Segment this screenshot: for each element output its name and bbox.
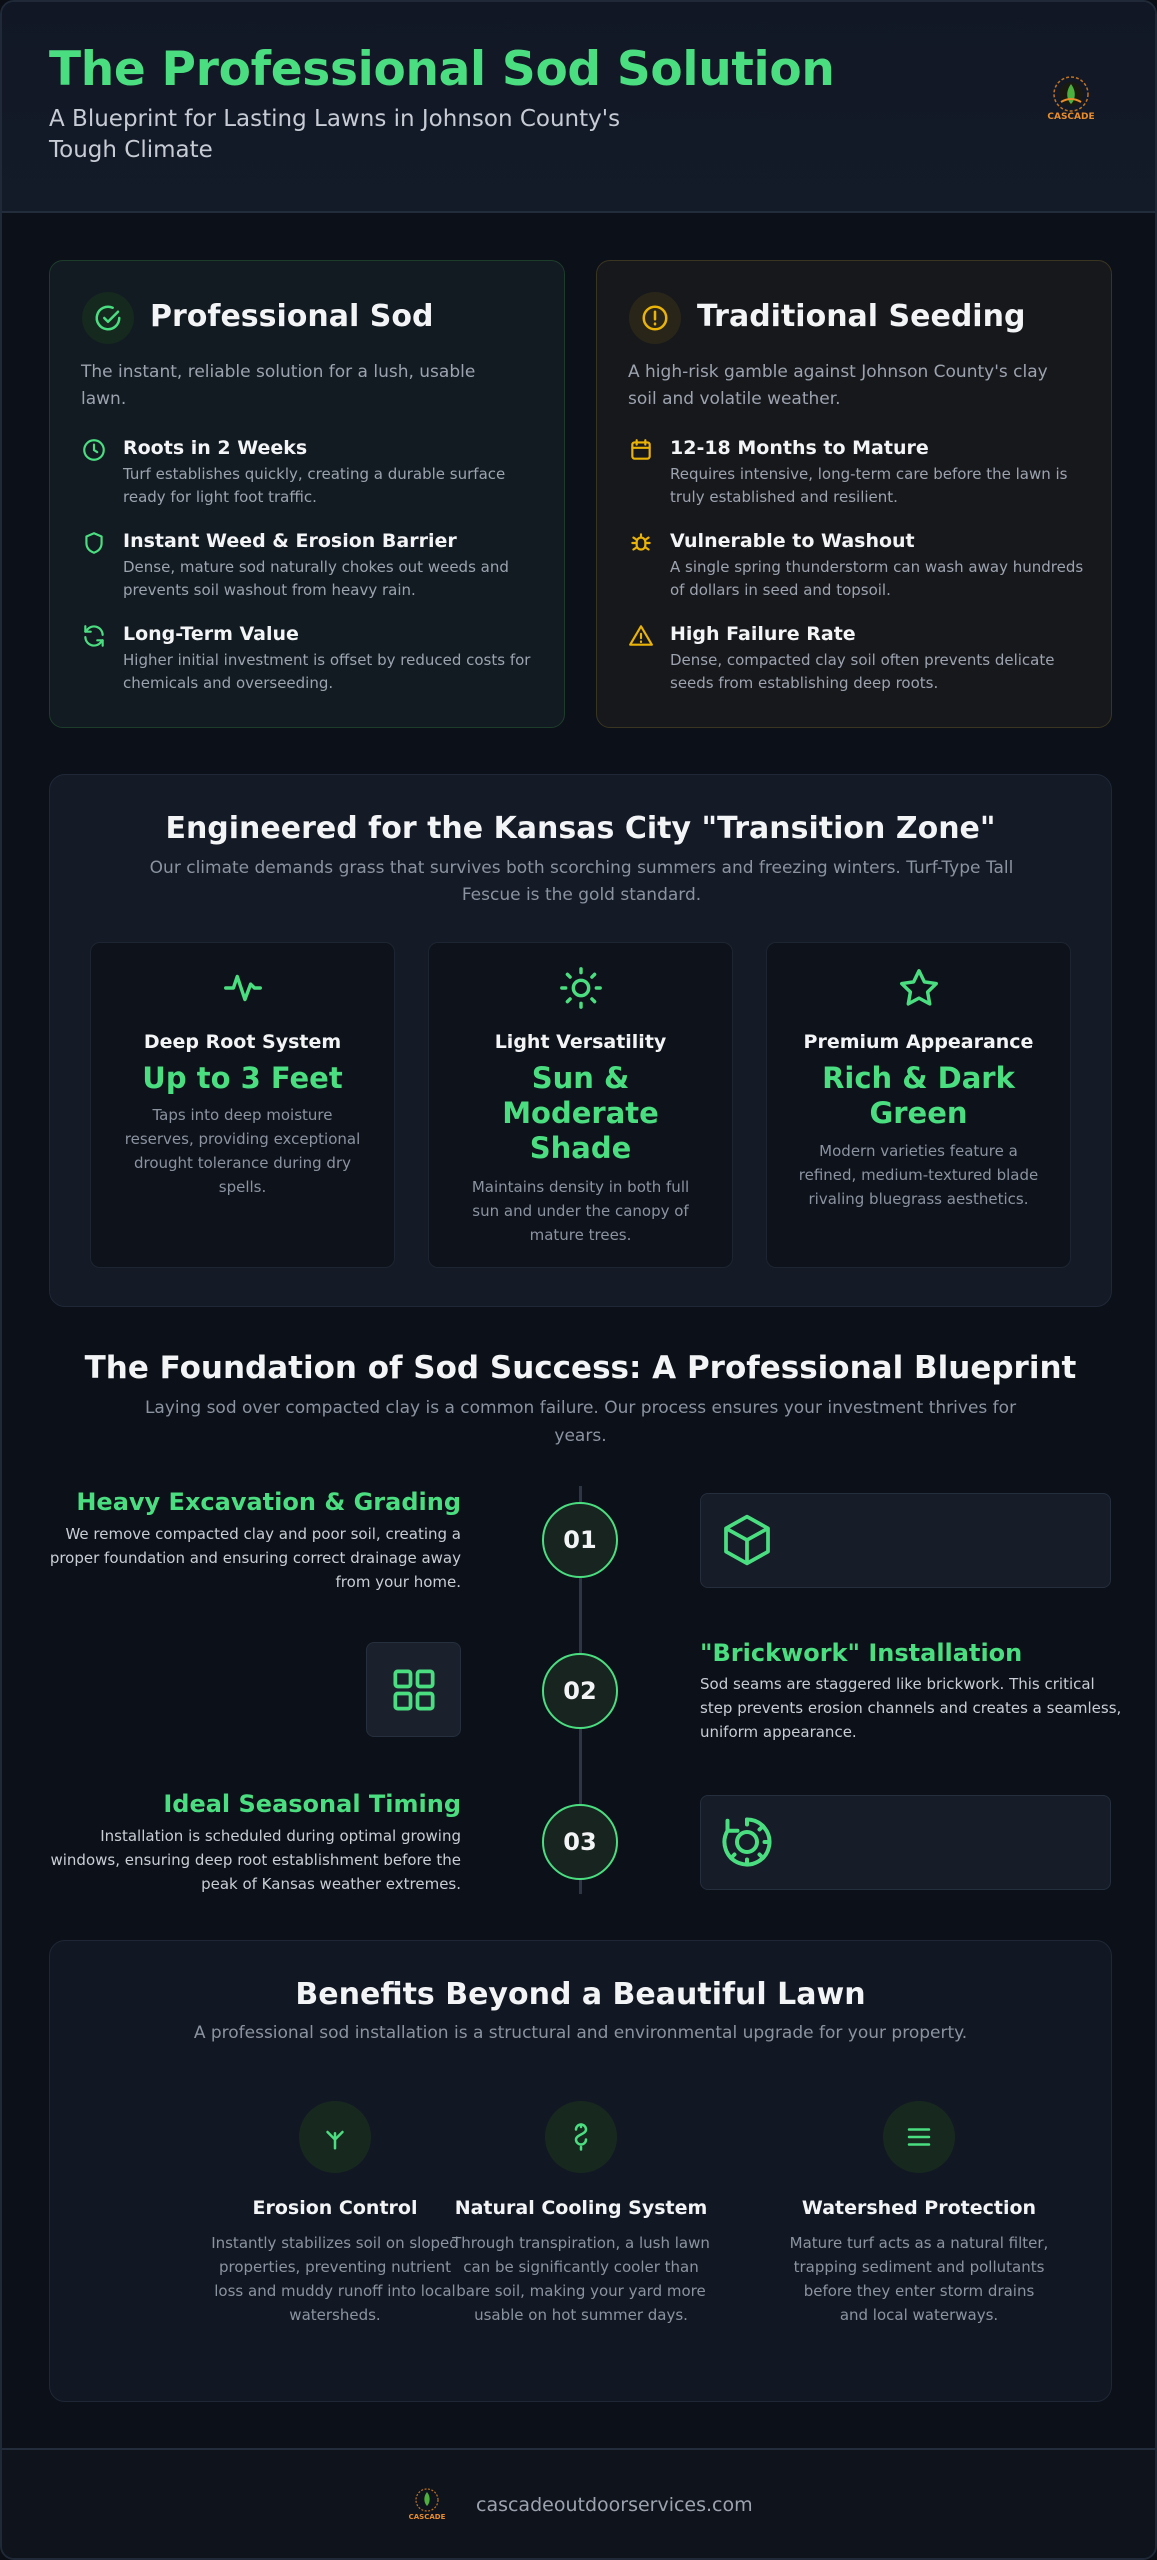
step-description: Sod seams are staggered like brickwork. This critical step prevents erosion channels and creates a seamless, uniform appearance.	[700, 1675, 1122, 1741]
section-subtitle: A professional sod installation is a structural and environmental upgrade for your property.	[193, 2023, 968, 2043]
benefit-description: Mature turf acts as a natural filter, trapping sediment and pollutants before they enter storm drains and local waterways.	[789, 2234, 1049, 2324]
logo-text: CASCADE	[1047, 112, 1095, 122]
traditional-seeding-card	[596, 260, 1112, 728]
refresh-icon	[81, 623, 107, 649]
clock-icon	[81, 437, 107, 463]
footer	[2, 2448, 1155, 2560]
alert-circle-icon	[629, 292, 681, 344]
step-icon-card	[700, 1493, 1111, 1588]
card-value: Rich & Dark Green	[822, 1061, 1015, 1130]
blueprint-subtitle: Laying sod over compacted clay is a common failure. Our process ensures your investment thrives for years.	[144, 1398, 1017, 1446]
feature-description: A single spring thunderstorm can wash away hundreds of dollars in seed and topsoil.	[670, 558, 1084, 599]
step-title: "Brickwork" Installation	[700, 1639, 1023, 1667]
benefit-title: Watershed Protection	[801, 2197, 1037, 2219]
card-title: Professional Sod	[150, 299, 434, 334]
benefit-title: Natural Cooling System	[454, 2197, 708, 2219]
blueprint-title: The Foundation of Sod Success: A Professional Blueprint	[84, 1350, 1077, 1386]
card-description: Taps into deep moisture reserves, providing exceptional drought tolerance during dry spells.	[124, 1106, 361, 1196]
card-value: Sun & Moderate Shade	[502, 1061, 659, 1165]
step-number: 02	[542, 1653, 618, 1729]
feature-card-light-versatility	[428, 942, 733, 1268]
step-description: We remove compacted clay and poor soil, creating a proper foundation and ensuring correct drainage away from your home.	[49, 1525, 461, 1591]
cooling-icon	[545, 2101, 617, 2173]
step-icon-card	[700, 1795, 1111, 1890]
menu-lines-icon	[883, 2101, 955, 2173]
card-label: Light Versatility	[494, 1031, 667, 1053]
check-circle-icon	[82, 292, 134, 344]
pulse-icon	[220, 965, 266, 1011]
feature-description: Higher initial investment is offset by reduced costs for chemicals and overseeding.	[123, 651, 531, 692]
header	[2, 2, 1155, 213]
feature-card-deep-root	[90, 942, 395, 1268]
warning-icon	[628, 623, 654, 649]
cascade-logo	[1043, 74, 1099, 130]
step-number: 03	[542, 1804, 618, 1880]
benefit-item-watershed	[779, 2101, 1059, 2327]
feature-title: Roots in 2 Weeks	[123, 437, 308, 459]
feature-title: Long-Term Value	[123, 623, 299, 645]
step-title: Ideal Seasonal Timing	[163, 1790, 461, 1818]
shield-icon	[81, 530, 107, 556]
step-icon-card	[366, 1642, 461, 1737]
card-title: Traditional Seeding	[697, 299, 1026, 334]
feature-description: Dense, compacted clay soil often prevents delicate seeds from establishing deep roots.	[670, 651, 1055, 692]
feature-title: Instant Weed & Erosion Barrier	[123, 530, 457, 552]
benefits-section	[49, 1940, 1112, 2402]
cycle-icon	[717, 1812, 777, 1872]
sun-icon	[558, 965, 604, 1011]
benefit-item-natural-cooling	[441, 2101, 721, 2327]
feature-title: High Failure Rate	[670, 623, 856, 645]
card-description: The instant, reliable solution for a lush, usable lawn.	[81, 362, 476, 409]
benefit-description: Instantly stabilizes soil on sloped properties, preventing nutrient loss and muddy runoff into local watersheds.	[211, 2234, 459, 2324]
card-description: A high-risk gamble against Johnson County's clay soil and volatile weather.	[628, 362, 1048, 409]
section-title: Benefits Beyond a Beautiful Lawn	[295, 1977, 866, 2012]
feature-description: Requires intensive, long-term care before the lawn is truly established and resilient.	[670, 465, 1068, 506]
card-label: Deep Root System	[143, 1031, 342, 1053]
feature-title: 12-18 Months to Mature	[670, 437, 929, 459]
card-description: Maintains density in both full sun and under the canopy of mature trees.	[471, 1178, 690, 1244]
bug-icon	[628, 530, 654, 556]
page-title: The Professional Sod Solution	[49, 42, 835, 97]
card-value: Up to 3 Feet	[142, 1061, 343, 1095]
feature-card-premium-appearance	[766, 942, 1071, 1268]
feature-description: Dense, mature sod naturally chokes out weeds and prevents soil washout from heavy rain.	[123, 558, 509, 599]
section-title: Engineered for the Kansas City "Transition Zone"	[165, 811, 996, 846]
feature-description: Turf establishes quickly, creating a durable surface ready for light foot traffic.	[123, 465, 506, 506]
step-description: Installation is scheduled during optimal growing windows, ensuring deep root establishment before the peak of Kansas weather extremes.	[50, 1827, 461, 1893]
benefit-item-erosion-control	[195, 2101, 475, 2327]
website-link[interactable]: cascadeoutdoorservices.com	[476, 2494, 753, 2516]
step-number: 01	[542, 1502, 618, 1578]
logo-emblem-icon	[408, 2484, 446, 2522]
sprout-icon	[299, 2101, 371, 2173]
benefit-description: Through transpiration, a lush lawn can be significantly cooler than bare soil, making your yard more usable on hot summer days.	[452, 2234, 710, 2324]
benefit-title: Erosion Control	[252, 2197, 418, 2219]
section-subtitle: Our climate demands grass that survives both scorching summers and freezing winters. Turf-Type Tall Fescue is the gold standard.	[149, 858, 1014, 905]
transition-zone-section	[49, 774, 1112, 1307]
page-subtitle: A Blueprint for Lasting Lawns in Johnson County's Tough Climate	[49, 106, 621, 163]
feature-title: Vulnerable to Washout	[670, 530, 915, 552]
card-description: Modern varieties feature a refined, medium-textured blade rivaling bluegrass aesthetics.	[798, 1142, 1039, 1208]
star-icon	[896, 965, 942, 1011]
footer-logo-text: CASCADE	[408, 2513, 446, 2521]
step-title: Heavy Excavation & Grading	[76, 1488, 461, 1516]
professional-sod-card	[49, 260, 565, 728]
logo-emblem-icon	[1043, 74, 1099, 114]
card-label: Premium Appearance	[803, 1031, 1034, 1053]
calendar-icon	[628, 437, 654, 463]
footer-logo	[408, 2484, 446, 2522]
grid-icon	[386, 1662, 442, 1718]
box-icon	[719, 1512, 775, 1568]
